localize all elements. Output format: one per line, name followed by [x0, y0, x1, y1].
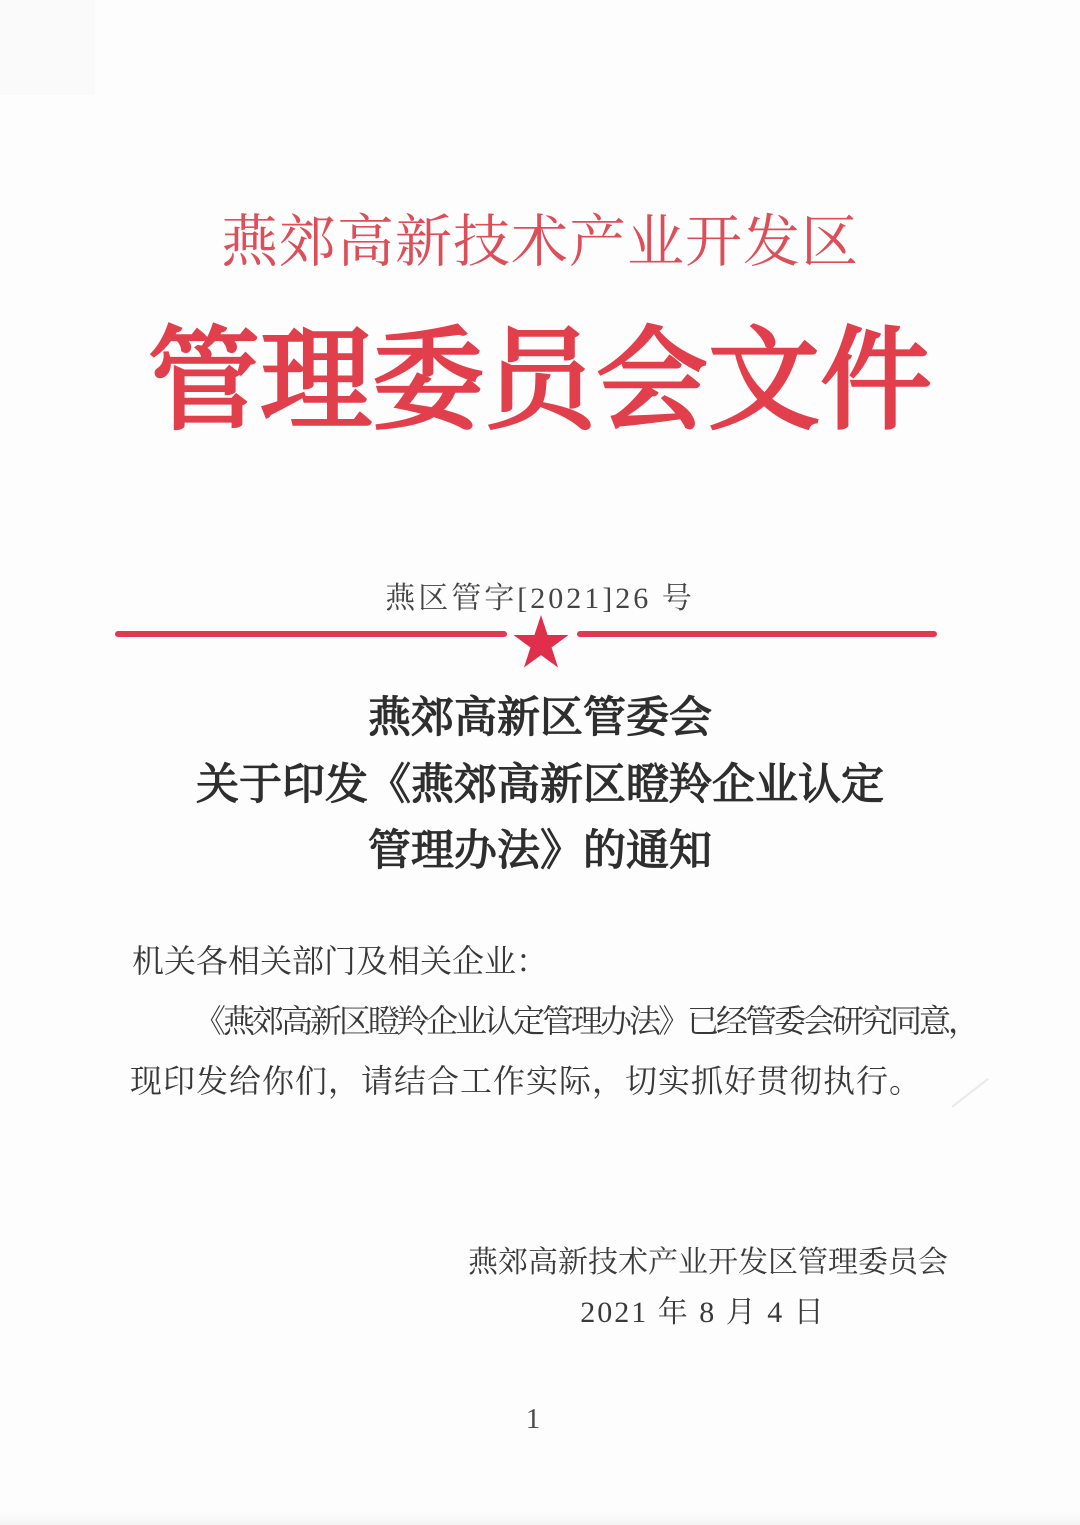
- red-divider-right: [577, 631, 937, 637]
- scan-artifact-bottom: [0, 1511, 1080, 1525]
- scan-artifact-corner: [0, 0, 95, 95]
- page-number: 1: [525, 1403, 541, 1435]
- letterhead-doc-type: 管理委员会文件: [148, 320, 932, 444]
- document-reference-number: 燕区管字[2021]26 号: [385, 582, 695, 615]
- letterhead-org-name: 燕郊高新技术产业开发区: [221, 211, 859, 274]
- signature-date: 2021 年 8 月 4 日: [580, 1296, 826, 1329]
- scan-artifact-fold: [951, 1078, 988, 1108]
- body-paragraph-line-1: 《燕郊高新区瞪羚企业认定管理办法》已经管委会研究同意，: [194, 1003, 978, 1039]
- document-title-line-3: 管理办法》的通知: [368, 827, 712, 875]
- red-divider-left: [115, 631, 507, 637]
- body-salutation: 机关各相关部门及相关企业：: [132, 943, 549, 979]
- document-title-line-2: 关于印发《燕郊高新区瞪羚企业认定: [196, 761, 884, 809]
- document-title-line-1: 燕郊高新区管委会: [368, 694, 712, 742]
- star-icon: [510, 613, 572, 675]
- body-paragraph-line-2: 现印发给你们，请结合工作实际，切实抓好贯彻执行。: [130, 1063, 923, 1099]
- signature-organization: 燕郊高新技术产业开发区管理委员会: [468, 1246, 948, 1279]
